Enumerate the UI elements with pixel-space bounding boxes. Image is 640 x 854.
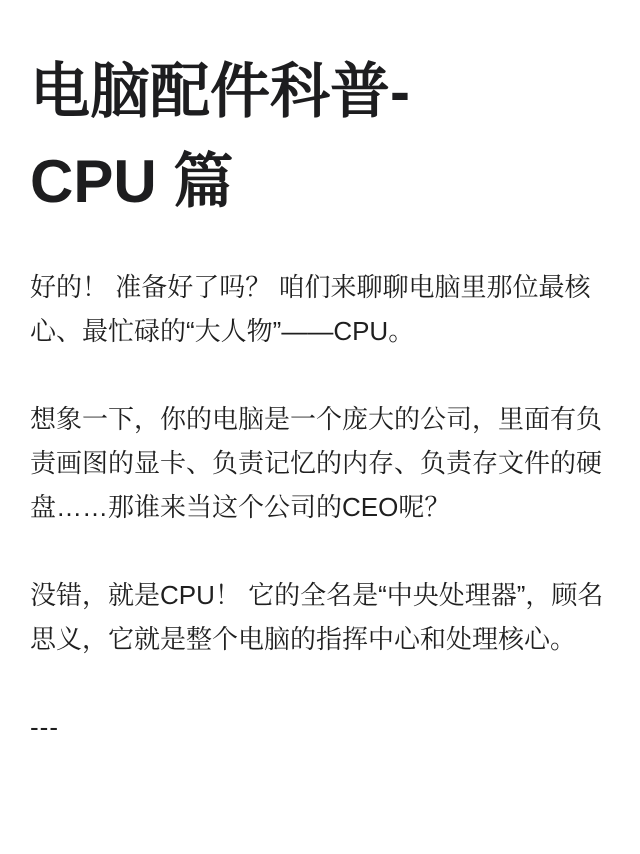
paragraph-analogy: 想象一下，你的电脑是一个庞大的公司，里面有负责画图的显卡、负责记忆的内存、负责存文件的硬盘……那谁来当这个公司的CEO呢？	[30, 404, 603, 522]
paragraph-intro: 好的！ 准备好了吗？ 咱们来聊聊电脑里那位最核心、最忙碌的“大人物”——CPU。	[30, 272, 591, 346]
separator-dashes: ---	[30, 712, 59, 742]
page-title-line-1: 电脑配件科普-	[30, 58, 410, 125]
page-title-line-2: CPU 篇	[30, 148, 234, 215]
page-title	[30, 47, 610, 227]
paragraph-definition: 没错，就是CPU！ 它的全名是“中央处理器”，顾名思义，它就是整个电脑的指挥中心和处理核心。	[30, 580, 604, 654]
